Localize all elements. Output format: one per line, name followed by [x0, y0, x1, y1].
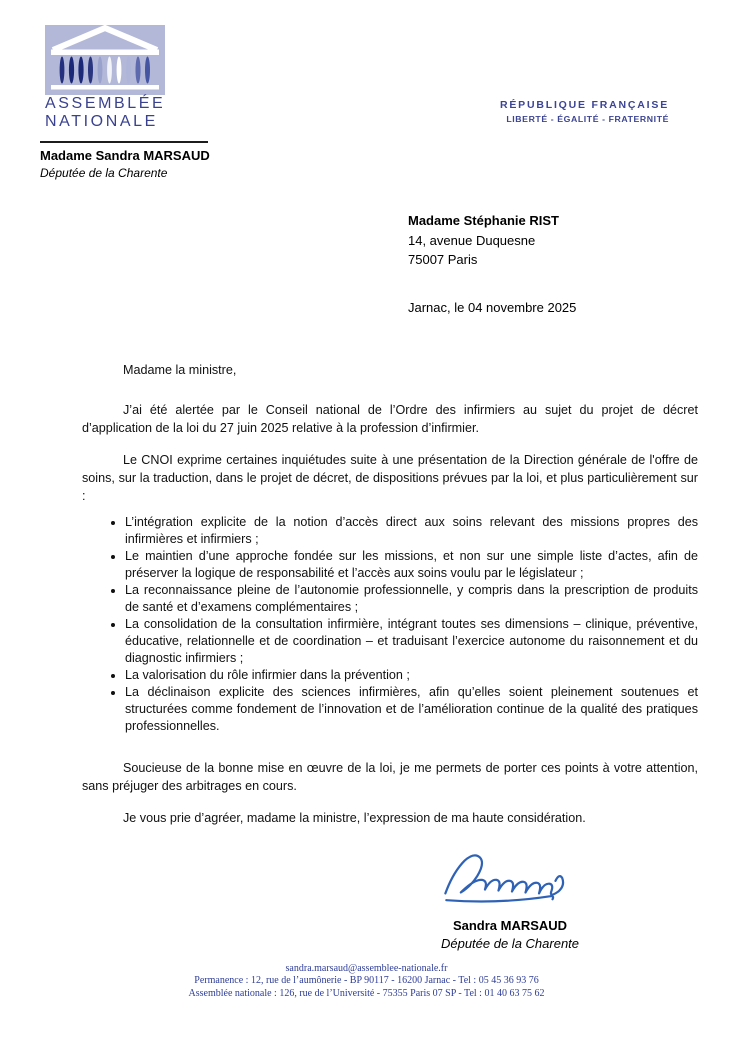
footer-permanence-address: Permanence : 12, rue de l’aumônerie - BP 90117 - 16200 Jarnac - Tel : 05 45 36 93 76 [194, 975, 539, 987]
bullet-item: • La reconnaissance pleine de l’autonomie professionnelle, y compris dans la prescription de produits de santé et d’examens complémentaires ; [125, 582, 698, 616]
recipient-address-block [408, 211, 559, 270]
bullet-item: • La consolidation de la consultation infirmière, intégrant toutes ses dimensions – clinique, préventive, éducative, relationnelle et de coordination – et traduisant l’exercice autonome du raisonnement et du diagnostic infirmiers ; [125, 616, 698, 667]
bullet-item: • Le maintien d’une approche fondée sur les missions, et non sur une simple liste d’actes, afin de préserver la logique de responsabilité et l’accès aux soins voulu par le législateur ; [125, 548, 698, 582]
assemblee-nationale-icon [45, 25, 165, 95]
republique-motto: LIBERTÉ - ÉGALITÉ - FRATERNITÉ [506, 114, 669, 124]
sender-name: Madame Sandra MARSAUD [40, 148, 210, 163]
republique-line1: RÉPUBLIQUE FRANÇAISE [499, 99, 669, 111]
paragraph-1: J’ai été alertée par le Conseil national de l’Ordre des infirmiers au sujet du projet de décret d’application de la loi du 27 juin 2025 relative à la profession d’infirmier. [82, 403, 698, 435]
bullet-item: • L’intégration explicite de la notion d’accès direct aux soins relevant des missions propres des infirmières et infirmiers ; [125, 514, 698, 548]
paragraph-2: Le CNOI exprime certaines inquiétudes suite à une présentation de la Direction générale de l'offre de soins, sur la traduction, dans le projet de décret, de dispositions prévues par la loi, et plus particulièrement sur : [82, 453, 698, 503]
paragraph-3: Soucieuse de la bonne mise en œuvre de la loi, je me permets de porter ces points à votre attention, sans préjuger des arbitrages en cours. [82, 761, 698, 793]
recipient-address-line1: 14, avenue Duquesne [408, 232, 536, 248]
republique-francaise-block [500, 99, 669, 124]
footer-email: sandra.marsaud@assemblee-nationale.fr [285, 963, 448, 974]
salutation: Madame la ministre, [123, 363, 237, 377]
signatory-name: Sandra MARSAUD [452, 918, 568, 933]
letter-body [82, 361, 698, 827]
recipient-name: Madame Stéphanie RIST [408, 213, 559, 228]
recipient-address-line2: 75007 Paris [408, 252, 478, 267]
footer-contact-block [0, 963, 733, 1000]
sender-title: Députée de la Charente [40, 166, 168, 180]
logo-wordmark-line1: ASSEMBLÉE [45, 95, 166, 112]
concerns-list [82, 514, 698, 735]
signatory-title: Députée de la Charente [440, 936, 580, 951]
assemblee-nationale-logo-block [45, 25, 169, 131]
bullet-item: • La valorisation du rôle infirmier dans la prévention ; [125, 667, 698, 684]
bullet-item: • La déclinaison explicite des sciences infirmières, afin qu’elles soient pleinement soutenues et structurées comme fondement de l’innovation et de l’amélioration continue de la qualité des pratiques professionnelles. [125, 684, 698, 735]
handwritten-signature-icon [437, 849, 587, 905]
place-and-date: Jarnac, le 04 novembre 2025 [408, 300, 577, 315]
closing-formula: Je vous prie d’agréer, madame la ministre, l’expression de ma haute considération. [123, 811, 586, 825]
footer-assemblee-address: Assemblée nationale : 126, rue de l’Université - 75355 Paris 07 SP - Tel : 01 40 63 75 62 [188, 987, 545, 999]
logo-wordmark-line2: NATIONALE [45, 113, 158, 130]
sender-divider [40, 141, 208, 143]
